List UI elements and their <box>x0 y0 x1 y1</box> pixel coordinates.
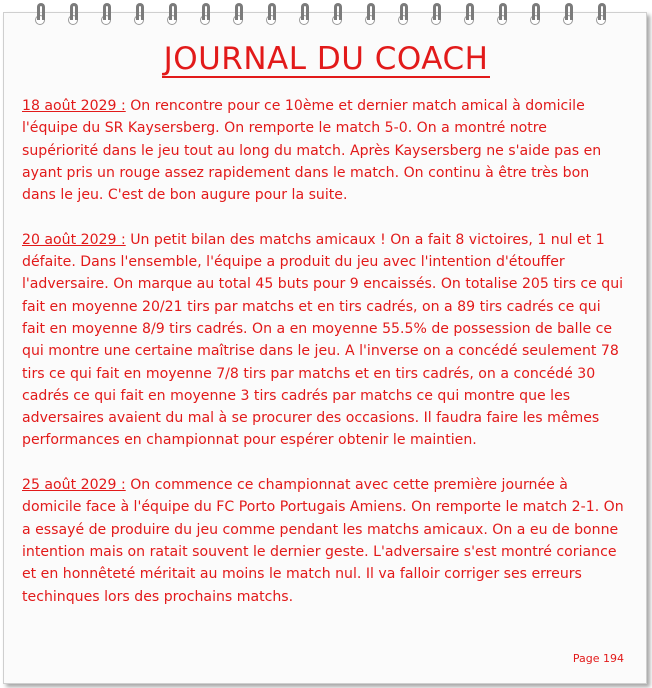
page-title-text: JOURNAL DU COACH <box>163 41 489 77</box>
journal-entry <box>22 229 626 452</box>
entry-text: On rencontre pour ce 10ème et dernier match amical à domicile l'équipe du SR Kaysersberg. On remporte le match 5-0. On a montré notre supériorité dans le jeu tout au long du match. Après Kaysersberg ne s'aide pas en ayant pris un rouge assez rapidement dans le match. On continu à être très bon dans le jeu. C'est de bon augure pour la suite. <box>22 98 602 204</box>
binding-ring-icon <box>133 3 147 25</box>
journal-entry <box>22 95 626 206</box>
entry-text: On commence ce championnat avec cette première journée à domicile face à l'équipe du FC Porto Portugais Amiens. On remporte le match 2-1. On a essayé de produire du jeu comme pendant les matchs amicaux. On a eu de bonne intention mais on ratait souvent le dernier geste. L'adversaire s'est montré coriance et en honnêteté méritait au moins le match nul. Il va falloir corriger ses erreurs techinques lors des prochains matchs. <box>22 477 624 605</box>
spiral-binding <box>0 0 652 40</box>
binding-ring-icon <box>463 3 477 25</box>
binding-ring-icon <box>430 3 444 25</box>
page-number: Page 194 <box>572 652 624 665</box>
binding-ring-icon <box>562 3 576 25</box>
binding-ring-icon <box>265 3 279 25</box>
binding-ring-icon <box>331 3 345 25</box>
binding-ring-icon <box>67 3 81 25</box>
binding-ring-icon <box>397 3 411 25</box>
entry-text: Un petit bilan des matchs amicaux ! On a fait 8 victoires, 1 nul et 1 défaite. Dans l'ensemble, l'équipe a produit du jeu avec l'intention d'étouffer l'adversaire. On marque au total 45 buts pour 9 encaissés. On totalise 205 tirs ce qui fait en moyenne 20/21 tirs par matchs et en tirs cadrés, on a 89 tirs cadrés ce qui fait en moyenne 8/9 tirs cadrés. On a en moyenne 55.5% de possession de balle ce qui montre une certaine maîtrise dans le jeu. A l'inverse on a concédé seulement 78 tirs ce qui fait en moyenne 7/8 tirs par matchs et en tirs cadrés, on a concédé 30 cadrés ce qui fait en moyenne 3 tirs cadrés par matchs ce qui montre que les adversaires avaient du mal à se procurer des occasions. Il faudra faire les mêmes performances en championnat pour espérer obtenir le maintien. <box>22 231 624 449</box>
page-title <box>0 42 652 78</box>
entry-date: 25 août 2029 : <box>22 477 126 494</box>
binding-ring-icon <box>529 3 543 25</box>
binding-ring-icon <box>364 3 378 25</box>
binding-ring-icon <box>496 3 510 25</box>
binding-ring-icon <box>34 3 48 25</box>
journal-body <box>22 95 626 630</box>
binding-ring-icon <box>595 3 609 25</box>
entry-date: 20 août 2029 : <box>22 231 126 248</box>
binding-ring-icon <box>199 3 213 25</box>
journal-entry <box>22 474 626 608</box>
binding-ring-icon <box>100 3 114 25</box>
binding-ring-icon <box>232 3 246 25</box>
binding-ring-icon <box>166 3 180 25</box>
entry-date: 18 août 2029 : <box>22 98 126 114</box>
binding-ring-icon <box>298 3 312 25</box>
